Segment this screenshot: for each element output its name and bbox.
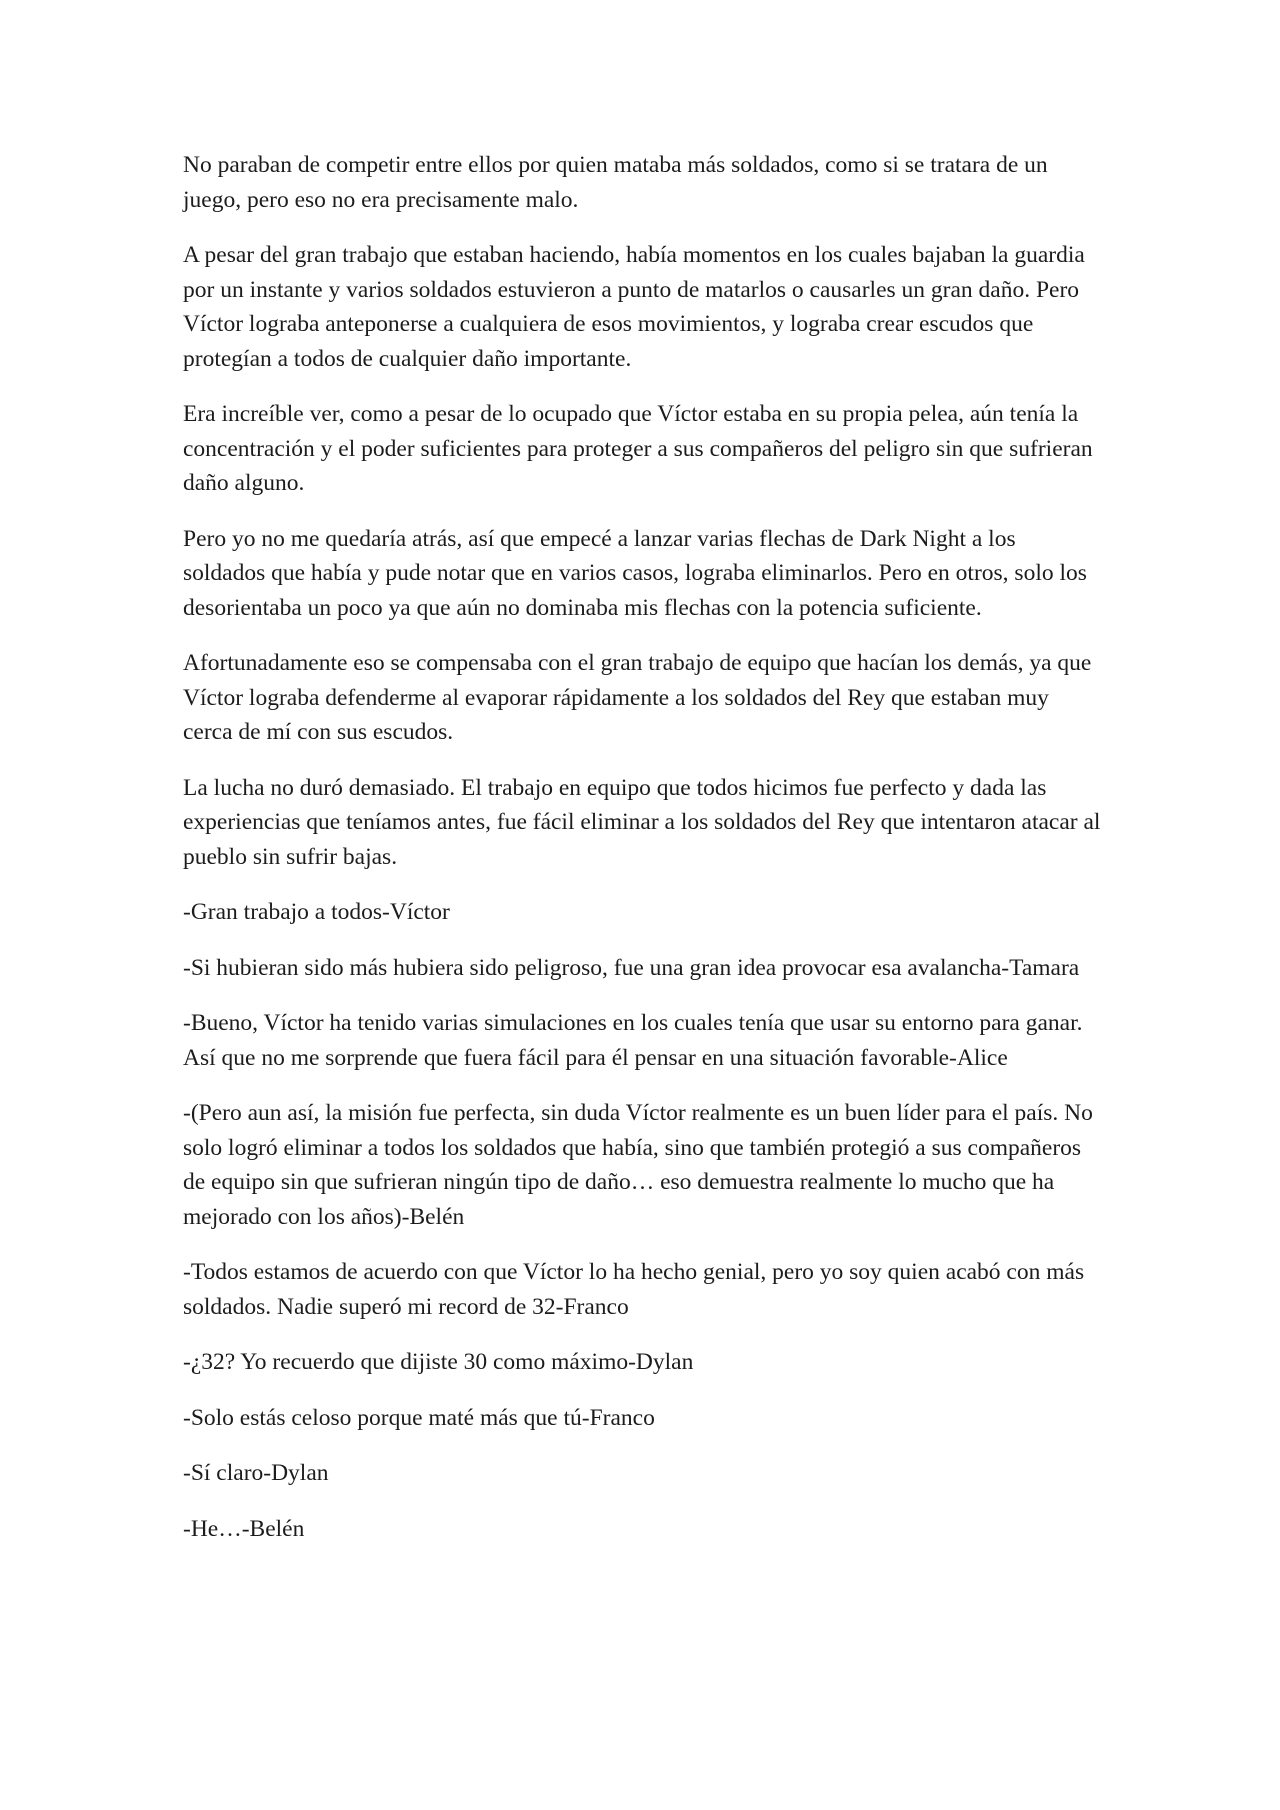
dialogue-line-belen-thought: -(Pero aun así, la misión fue perfecta, sin duda Víctor realmente es un buen líder para el país. No solo logró eliminar a todos los soldados que había, sino que también protegió a sus compañeros de equipo sin que sufrieran ningún tipo de daño… eso demuestra realmente lo mucho que ha mejorado con los años)-Belén bbox=[183, 1100, 1093, 1230]
document-page bbox=[183, 148, 1103, 1567]
paragraph-narration-1: No paraban de competir entre ellos por quien mataba más soldados, como si se tratara de un juego, pero eso no era precisamente malo. bbox=[183, 152, 1048, 213]
dialogue-line-alice: -Bueno, Víctor ha tenido varias simulaciones en los cuales tenía que usar su entorno para ganar. Así que no me sorprende que fuera fácil para él pensar en una situación favorable-Alice bbox=[183, 1010, 1083, 1071]
paragraph-narration-4: Pero yo no me quedaría atrás, así que empecé a lanzar varias flechas de Dark Night a los soldados que había y pude notar que en varios casos, lograba eliminarlos. Pero en otros, solo los desorientaba un poco ya que aún no dominaba mis flechas con la potencia suficiente. bbox=[183, 525, 1087, 621]
dialogue-line-dylan-1: -¿32? Yo recuerdo que dijiste 30 como máximo-Dylan bbox=[183, 1349, 694, 1375]
paragraph-narration-6: La lucha no duró demasiado. El trabajo en equipo que todos hicimos fue perfecto y dada las experiencias que teníamos antes, fue fácil eliminar a los soldados del Rey que intentaron atacar al pueblo sin sufrir bajas. bbox=[183, 774, 1101, 870]
dialogue-line-tamara: -Si hubieran sido más hubiera sido peligroso, fue una gran idea provocar esa avalancha-Tamara bbox=[183, 954, 1080, 981]
paragraph-narration-2: A pesar del gran trabajo que estaban haciendo, había momentos en los cuales bajaban la guardia por un instante y varios soldados estuvieron a punto de matarlos o causarles un gran daño. Pero Víctor lograba anteponerse a cualquiera de esos movimientos, y lograba crear escudos que protegían a todos de cualquier daño importante. bbox=[183, 242, 1085, 372]
dialogue-line-belen: -He…-Belén bbox=[183, 1515, 305, 1542]
paragraph-narration-5: Afortunadamente eso se compensaba con el gran trabajo de equipo que hacían los demás, ya que Víctor lograba defenderme al evaporar rápidamente a los soldados del Rey que estaban muy cerca de mí con sus escudos. bbox=[183, 650, 1092, 745]
dialogue-line-franco-2: -Solo estás celoso porque maté más que tú-Franco bbox=[183, 1404, 655, 1431]
dialogue-line-dylan-2: -Sí claro-Dylan bbox=[183, 1460, 329, 1486]
dialogue-line-victor: -Gran trabajo a todos-Víctor bbox=[183, 899, 450, 925]
dialogue-line-franco-1: -Todos estamos de acuerdo con que Víctor lo ha hecho genial, pero yo soy quien acabó con más soldados. Nadie superó mi record de 32-Franco bbox=[183, 1259, 1085, 1320]
paragraph-narration-3: Era increíble ver, como a pesar de lo ocupado que Víctor estaba en su propia pelea, aún tenía la concentración y el poder suficientes para proteger a sus compañeros del peligro sin que sufrieran daño alguno. bbox=[183, 401, 1093, 496]
